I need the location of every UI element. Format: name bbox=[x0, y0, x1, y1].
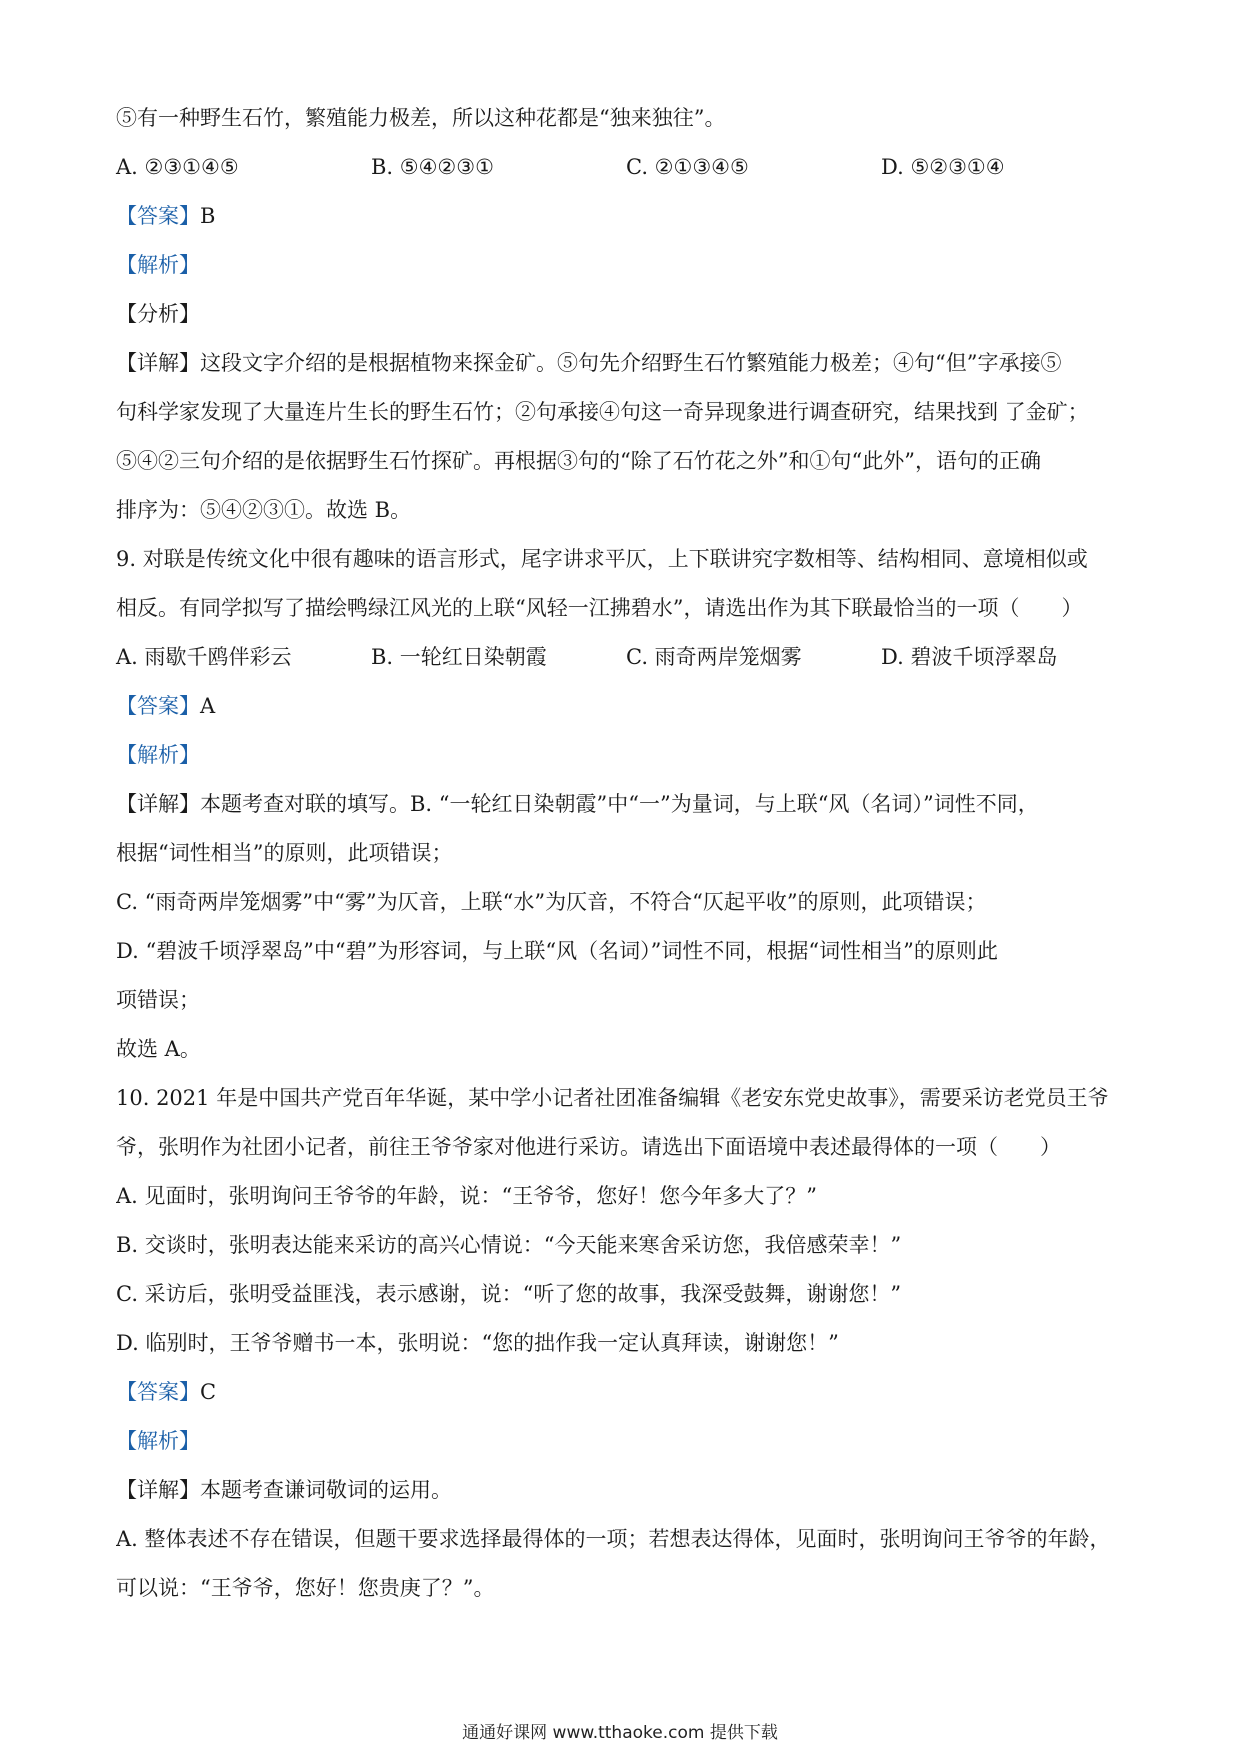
q9-stem: 9. 对联是传统文化中很有趣味的语言形式，尾字讲求平仄，上下联讲究字数相等、结构相同、意境相似或 bbox=[116, 547, 1088, 571]
q10-answer: 【答案】C bbox=[116, 1380, 217, 1404]
q8-choice-c: C. ②①③④⑤ bbox=[626, 155, 749, 179]
q9-detail-line: 项错误； bbox=[116, 988, 200, 1012]
q9-analysis-heading: 【解析】 bbox=[116, 743, 200, 767]
q10-option-a: A. 见面时，张明询问王爷爷的年龄，说：“王爷爷，您好！您今年多大了？” bbox=[116, 1184, 817, 1208]
q9-stem: 相反。有同学拟写了描绘鸭绿江风光的上联“风轻一江拂碧水”，请选出作为其下联最恰当的一项（ ） bbox=[116, 596, 1083, 620]
q8-choice-a: A. ②③①④⑤ bbox=[116, 155, 239, 179]
q8-choices bbox=[116, 143, 1140, 192]
q8-analysis-heading: 【解析】 bbox=[116, 253, 200, 277]
q10-detail-line: A. 整体表述不存在错误，但题干要求选择最得体的一项；若想表达得体，见面时，张明询问王爷爷的年龄， bbox=[116, 1527, 1111, 1551]
q8-detail-line: 【详解】这段文字介绍的是根据植物来探金矿。⑤句先介绍野生石竹繁殖能力极差；④句“但”字承接⑤ bbox=[116, 351, 1062, 375]
q9-choices bbox=[116, 633, 1140, 682]
q9-detail-line: C. “雨奇两岸笼烟雾”中“雾”为仄音，上联“水”为仄音，不符合“仄起平收”的原则，此项错误； bbox=[116, 890, 987, 914]
q10-option-c: C. 采访后，张明受益匪浅，表示感谢，说：“听了您的故事，我深受鼓舞，谢谢您！” bbox=[116, 1282, 902, 1306]
q9-detail-line: 根据“词性相当”的原则，此项错误； bbox=[116, 841, 453, 865]
q8-detail-line: ⑤④②三句介绍的是依据野生石竹探矿。再根据③句的“除了石竹花之外”和①句“此外”，语句的正确 bbox=[116, 449, 1041, 473]
q8-choice-d: D. ⑤②③①④ bbox=[881, 155, 1005, 179]
q10-stem: 10. 2021 年是中国共产党百年华诞，某中学小记者社团准备编辑《老安东党史故事》，需要采访老党员王爷 bbox=[116, 1086, 1109, 1110]
q8-fenxi-heading: 【分析】 bbox=[116, 302, 200, 326]
q9-choice-c: C. 雨奇两岸笼烟雾 bbox=[626, 645, 802, 669]
q9-detail-line: 故选 A。 bbox=[116, 1037, 201, 1061]
q9-detail-line: 【详解】本题考查对联的填写。B. “一轮红日染朝霞”中“一”为量词，与上联“风（名词）”词性不同， bbox=[116, 792, 1039, 816]
q8-detail-line: 排序为：⑤④②③①。故选 B。 bbox=[116, 498, 412, 522]
q9-choice-a: A. 雨歇千鸥伴彩云 bbox=[116, 645, 292, 669]
q9-choice-d: D. 碧波千顷浮翠岛 bbox=[881, 645, 1058, 669]
q10-analysis-heading: 【解析】 bbox=[116, 1429, 200, 1453]
q10-detail-line: 【详解】本题考查谦词敬词的运用。 bbox=[116, 1478, 452, 1502]
q10-stem: 爷，张明作为社团小记者，前往王爷爷家对他进行采访。请选出下面语境中表述最得体的一项（ ） bbox=[116, 1135, 1061, 1159]
q10-option-d: D. 临别时，王爷爷赠书一本，张明说：“您的拙作我一定认真拜读，谢谢您！” bbox=[116, 1331, 839, 1355]
q10-detail-line: 可以说：“王爷爷，您好！您贵庚了？”。 bbox=[116, 1576, 495, 1600]
q10-option-b: B. 交谈时，张明表达能来采访的高兴心情说：“今天能来寒舍采访您，我倍感荣幸！” bbox=[116, 1233, 902, 1257]
document-page bbox=[116, 94, 1140, 1613]
q9-answer: 【答案】A bbox=[116, 694, 216, 718]
q8-sentence-5: ⑤有一种野生石竹，繁殖能力极差，所以这种花都是“独来独往”。 bbox=[116, 106, 726, 130]
q8-answer: 【答案】B bbox=[116, 204, 216, 228]
q8-detail-line: 句科学家发现了大量连片生长的野生石竹；②句承接④句这一奇异现象进行调查研究，结果找到 了金矿； bbox=[116, 400, 1089, 424]
q9-detail-line: D. “碧波千顷浮翠岛”中“碧”为形容词，与上联“风（名词）”词性不同，根据“词性相当”的原则此 bbox=[116, 939, 998, 963]
q8-choice-b: B. ⑤④②③① bbox=[371, 155, 494, 179]
page-footer: 通通好课网 www.tthaoke.com 提供下载 bbox=[462, 1723, 778, 1743]
q9-choice-b: B. 一轮红日染朝霞 bbox=[371, 645, 547, 669]
